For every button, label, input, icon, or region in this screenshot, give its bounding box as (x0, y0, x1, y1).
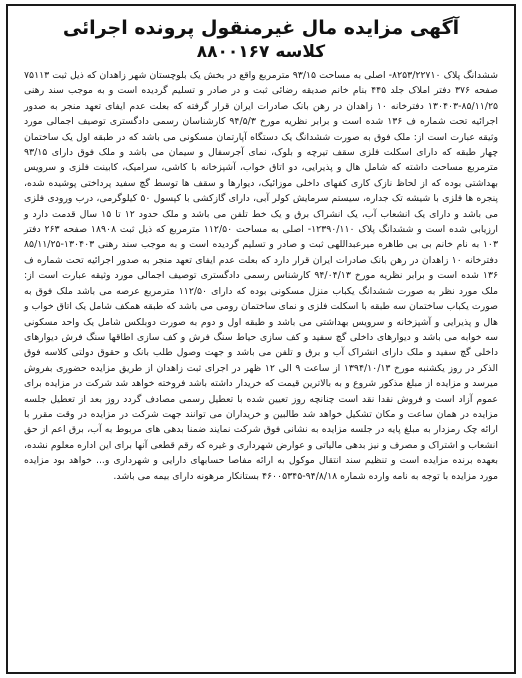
auction-notice (6, 4, 516, 674)
file-number: کلاسه ۸۸۰۰۱۶۷ (196, 42, 326, 62)
notice-body: ششدانگ پلاک ۸۲۵۳/۲۲۷۱۰- اصلی به مساحت ۹۳/۱۵ مترمربع واقع در بخش یک بلوچستان شهر زاهدان که ذیل ثبت ۷۵۱۱۳ صفحه ۳۷۶ دفتر املاک جلد ۴۴۵ بنام خانم صدیقه رضائی ثبت و در صادر و تسلیم گردیده است و به موجب سند رهنی ۸۵/۱۱/۲۵-۱۳۰۴۰۳ دفترخانه ۱۰ زاهدان در رهن بانک صادرات ایران قرار گرفته که بعلت عدم ایفای تعهد منجر به صدور اجرائیه تحت شماره ف ۱۳۶ شده است و برابر نظریه مورخ ۹۴/۵/۳ کارشناسان رسمی دادگستری توصیف اجمالی مورد وثیقه عبارت است از: ملک فوق به صورت ششدانگ یک دستگاه آپارتمان مسکونی می باشد که در طبقه اول یک ساختمان چهار طبقه که دارای اسکلت فلزی سقف تیرچه و بلوک، نمای آجرسفال و سیمان می باشد و ملک فوق دارای ۹۳/۱۵ مترمربع مساحت داشته که شامل هال و پذیرایی، دو اتاق خواب، آشپزخانه با کاشی، سرامیک، کابینت فلزی و سرویس بهداشتی بوده که از لحاظ نازک کاری کفهای داخلی موزائیک، دیوارها و سقف ها توسط گچ سفید پرداختی پوشیده شده، پنجره ها فلزی با شیشه تک جداره، سیستم سرمایش کولر آبی، دارای گازکشی با کپسول ۵۰ کیلوگرمی، درب ورودی فلزی می باشد و دارای یک انشعاب آب، یک انشراک برق و یک خط تلفن می باشد و ملک حدود ۱۲ تا ۱۵ سال قدمت دارد و ارزیابی شده است و ششدانگ پلاک ۱۲۳۹۰/۱۱۰- اصلی به مساحت ۱۱۲/۵۰ مترمربع که ذیل ثبت ۱۸۹۰۸ صفحه ۲۶۳ دفتر ۱۰۳ به نام خانم بی بی طاهره میرعبداللهی ثبت و صادر و تسلیم گردیده است و به موجب سند رهنی ۱۳۰۴۰۳-۸۵/۱۱/۲۵ دفترخانه ۱۰ زاهدان در رهن بانک صادرات ایران قرار دارد که بعلت عدم ایفای تعهد منجر به صدور اجرائیه تحت شماره ف ۱۳۶ شده است و برابر نظریه مورخ ۹۴/۰۴/۱۳ کارشناس رسمی دادگستری توصیف اجمالی مورد وثیقه عبارت است از: ملک مورد نظر به صورت ششدانگ یکباب منزل مسکونی بوده که دارای ۱۱۲/۵۰ مترمربع عرصه می باشد ملک فوق به صورت یکباب ساختمان سه طبقه با اسکلت فلزی و نمای ساختمان رومی می باشد که طبقه همکف شامل یک اتاق خواب و هال و پذیرایی و آشپزخانه و سرویس بهداشتی می باشد و طبقه اول و دوم به صورت دوبلکس شامل یک واحد مسکونی سه خوابه می باشد و دیوارهای داخلی گچ سفید و کف سازی حیاط سنگ فرش و کف سازی اطاقها سنگ فرش دیوارهای داخلی گچ سفید و ملک دارای انشراک آب و برق و تلفن می باشد و جهت وصول طلب بانک و حقوق دولتی کلاسه فوق الذکر در روز یکشنبه مورخ ۱۳۹۴/۱۰/۱۳ از ساعت ۹ الی ۱۲ ظهر در اجرای ثبت زاهدان از طریق مزایده حضوری بفروش میرسد و مزایده از مبلغ مذکور شروع و به بالاترین قیمت که خریدار داشته باشد فروخته خواهد شد شرکت در مزایده برای عموم آزاد است و فروش نقدا نقد است چنانچه روز تعیین شده با تعطیل رسمی مصادف گردد روز بعد از تعطیل جلسه مزایده در همان ساعت و مکان تشکیل خواهد شد طالبین و خریداران می توانند جهت شرکت در مزایده در وقت مقرر با ارائه چک رمزدار به مبلغ پایه در جلسه مزایده به نشانی فوق شرکت نمایند ضمنا بدهی های مربوط به آب، برق اعم از حق انشعاب و اشتراک و مصرف و نیز بدهی مالیاتی و عوارض شهرداری و غیره که رقم قطعی آنها برای این اداره معلوم نشده، بعهده برنده مزایده است و تنظیم سند انتقال موکول به ارائه مفاصا حسابهای دارایی و شهرداری و... خواهد بود مزایده مورد مزایده با توجه به نامه وارده شماره ۹۴/۸/۱۸-۴۶۰۰۵۳۴۵ بستانکار مرهونه دارای بیمه می باشد. (24, 70, 499, 482)
notice-title: آگهی مزایده مال غیرمنقول پرونده اجرائی (62, 17, 460, 39)
